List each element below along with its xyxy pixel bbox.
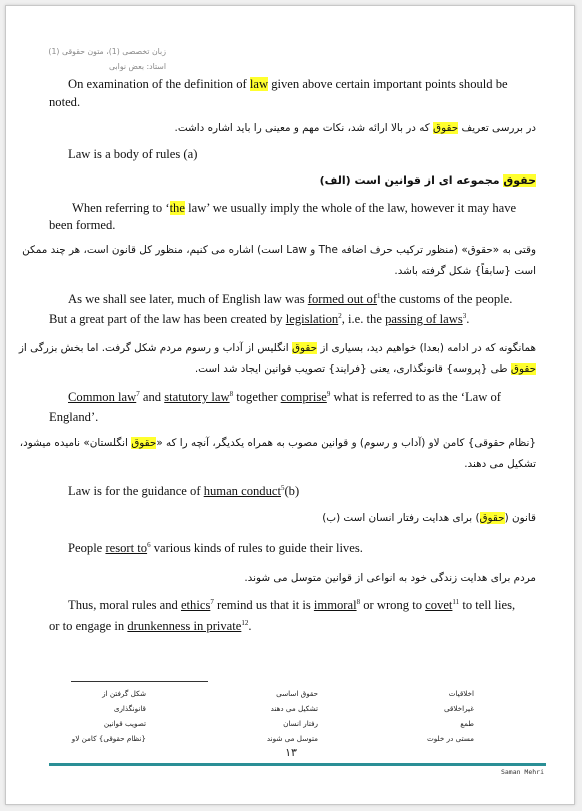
footnote-4: {نظام حقوقی} کامن لاو bbox=[71, 734, 146, 743]
footnote-10: غیراخلاقی bbox=[443, 704, 474, 713]
footer-rule bbox=[49, 763, 546, 766]
paragraph-3-line-2: been formed. bbox=[49, 218, 116, 232]
document-page bbox=[5, 5, 575, 805]
paragraph-1-line-1: On examination of the definition of law given above certain important points should be bbox=[68, 77, 508, 91]
persian-translation-5-line-2: تشکیل می دهند. bbox=[464, 458, 536, 470]
paragraph-4-line-1: As we shall see later, much of English law was formed out $of^1the$ customs of the people. bbox=[68, 292, 513, 307]
footnote-8: متوسل می شوند bbox=[266, 734, 318, 743]
persian-translation-3-line-1: وقتی به «حقوق» (منظور ترکیب حرف اضافه The و Law است) اشاره می کنیم، منظور کل قانون است، هر چند ممکن bbox=[22, 244, 536, 256]
paragraph-5-line-1: Common law$^7$ and statutory law$^8$ together comprise$^9$ what is referred to as the ‘Law of bbox=[68, 390, 501, 405]
footnote-6: تشکیل می دهند bbox=[270, 704, 318, 713]
paragraph-4-line-2: But a great part of the law has been created by legislation$^2$, i.e. the passing of laws$^3$. bbox=[49, 312, 470, 327]
paragraph-2: Law is a body of rules (a) bbox=[68, 147, 198, 161]
footnote-separator bbox=[71, 681, 208, 682]
paragraph-3-line-1: When referring to ‘the law’ we usually imply the whole of the law, however it may have bbox=[72, 201, 517, 215]
persian-translation-3-line-2: است {سابقاً} شکل گرفته باشد. bbox=[394, 265, 536, 277]
persian-translation-2: حقوق مجموعه ای از قوانین است (الف) bbox=[319, 174, 536, 187]
persian-translation-1: در بررسی تعریف حقوق که در بالا ارائه شد، نکات مهم و معینی را باید اشاره داشت. bbox=[174, 122, 536, 134]
footnote-12: مستی در خلوت bbox=[427, 734, 474, 743]
paragraph-8-line-1: Thus, moral rules and ethics$^7$ remind us that it is immoral$^8$ or wrong to covet$^{11}$ to tell lies, bbox=[68, 598, 516, 613]
persian-translation-7: مردم برای هدایت زندگی خود به انواعی از قوانین متوسل می شوند. bbox=[244, 572, 536, 584]
footer-author: Saman Mehri bbox=[500, 768, 544, 776]
persian-translation-5-line-1: {نظام حقوقی} کامن لاو (آداب و رسوم) و قوانین مصوب به همراه یکدیگر، آنچه را که «حقوق انگلستان» نامیده میشود، bbox=[19, 437, 536, 449]
footnote-2: قانونگذاری bbox=[113, 704, 146, 713]
paragraph-1-line-2: noted. bbox=[49, 95, 81, 109]
paragraph-6: Law is for the guidance of human conduct$^5$(b) bbox=[68, 484, 300, 499]
footnote-5: حقوق اساسی bbox=[276, 689, 318, 698]
persian-translation-6: قانون (حقوق) برای هدایت رفتار انسان است (ب) bbox=[322, 512, 536, 524]
persian-translation-4-line-1: همانگونه که در ادامه (بعدا) خواهیم دید، بسیاری از حقوق انگلیس از آداب و رسوم مردم شکل گرفت. اما بخش بزرگی از bbox=[18, 342, 536, 354]
header-course: زبان تخصصی (1)، متون حقوقی (1) bbox=[48, 47, 166, 56]
footnote-3: تصویب قوانین bbox=[103, 719, 146, 728]
footnote-11: طمع bbox=[460, 719, 474, 728]
footnote-1: شکل گرفتن از bbox=[102, 689, 146, 698]
persian-translation-4-line-2: حقوق طی {پروسه} قانونگذاری، یعنی {فرایند} تصویب قوانین ایجاد شد است. bbox=[194, 363, 536, 375]
paragraph-5-line-2: England’. bbox=[49, 410, 99, 424]
paragraph-8-line-2: or to engage in drunkenness in private$^{12}$. bbox=[49, 619, 252, 634]
footnote-7: رفتار انسان bbox=[283, 719, 318, 728]
page-number: ۱۳ bbox=[285, 746, 297, 759]
paragraph-7: People resort $to^6$ various kinds of rules to guide their lives. bbox=[68, 541, 363, 556]
header-instructor: استاد: بعض نوابی bbox=[109, 62, 166, 71]
footnote-9: اخلاقیات bbox=[448, 689, 474, 698]
